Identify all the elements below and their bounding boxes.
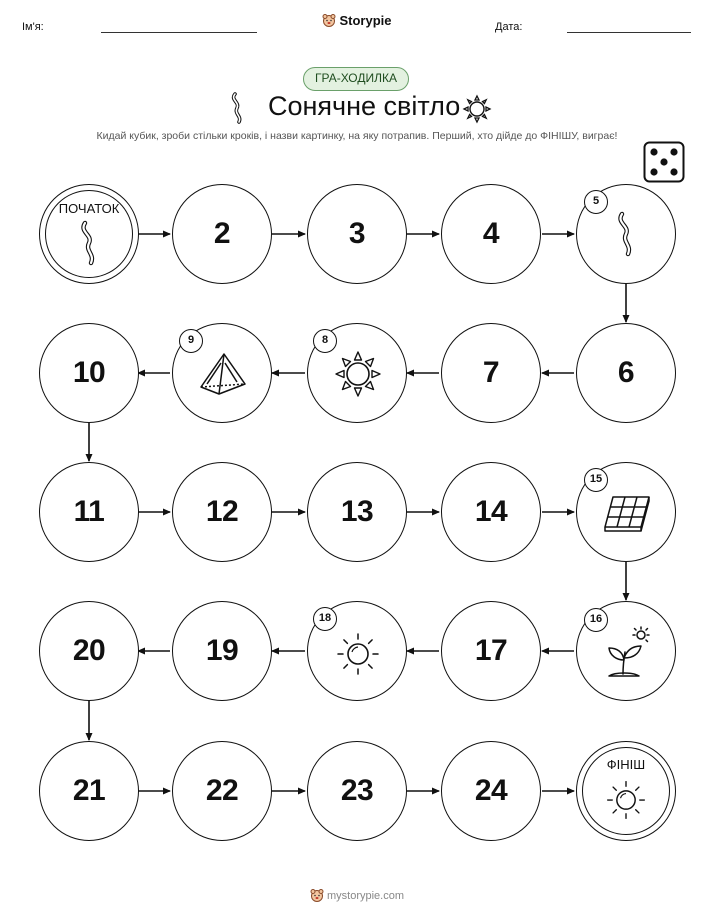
square-number: 6 <box>617 356 635 389</box>
square-number-badge: 15 <box>584 468 608 492</box>
footer <box>0 888 714 902</box>
bright-sun-icon <box>604 778 648 822</box>
name-field-line[interactable] <box>101 32 257 33</box>
name-label: Ім'я: <box>22 21 44 33</box>
instructions-text: Кидай кубик, зроби стільки кроків, і назви картинку, на яку потрапив. Перший, хто дійде до ФІНІШУ, виграє! <box>96 130 618 142</box>
square-number: 2 <box>213 217 231 250</box>
prism-icon <box>197 351 249 397</box>
square-4[interactable] <box>441 184 541 284</box>
square-19[interactable] <box>172 601 272 701</box>
square-number-badge: 16 <box>584 608 608 632</box>
finish-label: ФІНІШ <box>606 757 646 772</box>
square-number: 20 <box>72 634 106 667</box>
square-number-badge: 18 <box>313 607 337 631</box>
sprout-sun-icon <box>603 626 653 684</box>
square-10[interactable] <box>39 323 139 423</box>
square-number: 19 <box>205 634 239 667</box>
square-number: 22 <box>205 774 239 807</box>
square-finish[interactable] <box>576 741 676 841</box>
square-13[interactable] <box>307 462 407 562</box>
page-title: Сонячне світло <box>268 91 461 121</box>
worm-icon <box>228 92 246 124</box>
square-number: 10 <box>72 356 106 389</box>
game-type-badge: ГРА-ХОДИЛКА <box>303 67 409 91</box>
sun-icon <box>332 348 384 400</box>
square-number: 3 <box>348 217 366 250</box>
square-3[interactable] <box>307 184 407 284</box>
square-12[interactable] <box>172 462 272 562</box>
brand-logo <box>0 13 714 28</box>
date-field-line[interactable] <box>567 32 691 33</box>
worm-icon <box>615 211 637 257</box>
square-number: 14 <box>474 495 508 528</box>
square-2[interactable] <box>172 184 272 284</box>
square-number: 13 <box>340 495 374 528</box>
square-17[interactable] <box>441 601 541 701</box>
square-23[interactable] <box>307 741 407 841</box>
square-21[interactable] <box>39 741 139 841</box>
bright-sun-icon <box>334 630 382 678</box>
footer-site-link[interactable]: mystorypie.com <box>326 890 405 902</box>
worm-icon <box>78 220 100 266</box>
square-number: 23 <box>340 774 374 807</box>
square-number-badge: 8 <box>313 329 337 353</box>
date-label: Дата: <box>495 21 523 33</box>
square-7[interactable] <box>441 323 541 423</box>
square-22[interactable] <box>172 741 272 841</box>
square-20[interactable] <box>39 601 139 701</box>
square-number-badge: 9 <box>179 329 203 353</box>
sun-icon <box>461 93 493 125</box>
solar-panel-icon <box>601 493 653 535</box>
square-number: 12 <box>205 495 239 528</box>
storypie-bear-icon <box>322 13 336 27</box>
square-number: 11 <box>73 495 105 528</box>
square-number: 17 <box>474 634 508 667</box>
square-number-badge: 5 <box>584 190 608 214</box>
brand-name: Storypie <box>339 13 392 28</box>
square-11[interactable] <box>39 462 139 562</box>
dice-five-icon <box>643 141 685 183</box>
storypie-bear-icon <box>310 888 324 902</box>
square-number: 7 <box>482 356 500 389</box>
square-start[interactable] <box>39 184 139 284</box>
square-14[interactable] <box>441 462 541 562</box>
square-number: 21 <box>72 774 106 807</box>
start-label: ПОЧАТОК <box>58 201 120 216</box>
square-24[interactable] <box>441 741 541 841</box>
square-number: 4 <box>482 217 500 250</box>
square-6[interactable] <box>576 323 676 423</box>
square-number: 24 <box>474 774 508 807</box>
